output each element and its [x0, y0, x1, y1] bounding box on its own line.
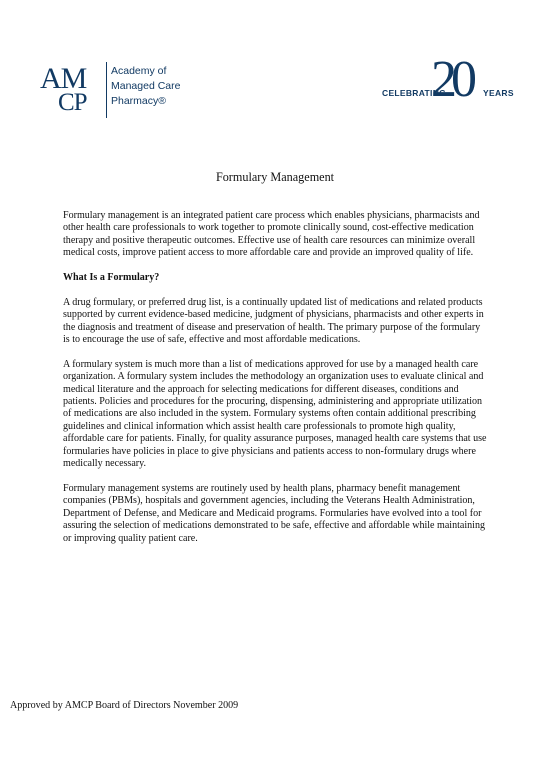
organization-name — [111, 64, 180, 109]
anniversary-suffix: YEARS — [483, 88, 514, 98]
org-name-line-2: Managed Care — [111, 80, 181, 92]
anniversary-prefix: CELEBRATING — [382, 88, 447, 98]
org-name-line-1: Academy of — [111, 65, 167, 77]
document-title: Formulary Management — [215, 170, 335, 184]
org-name-line-3: Pharmacy® — [111, 95, 167, 107]
anniversary-badge — [382, 51, 522, 110]
amcp-logo-mark — [40, 60, 104, 120]
logo-divider — [106, 62, 107, 118]
body-paragraph-2: A formulary system is much more than a list of medications approved for use by a managed health care organization. A formulary system includes the methodology an organization uses to evaluate clinical and medical literature and the approach for selecting medications for different diseases, conditions and patients. Policies and procedures for the procuring, dispensing, administering and appropriate utilization of medications are also included in the system. Formulary systems often contain additional prescribing guidelines and clinical information which assist health care professionals to promote high quality, affordable care for patients. Finally, for quality assurance purposes, managed health care systems that use formularies have policies in place to give physicians and patients access to non-formulary drugs where medically necessary. — [63, 358, 487, 470]
body-paragraph-1: A drug formulary, or preferred drug list, is a continually updated list of medications and related products supported by current evidence-based medicine, judgment of physicians, pharmacists and other experts in the diagnosis and treatment of disease and preservation of health. The primary purpose of the formulary is to encourage the use of safe, effective and most affordable medications. — [63, 296, 484, 346]
amcp-logo — [40, 60, 190, 120]
logo-mark-am: AM — [40, 62, 87, 95]
approval-footer: Approved by AMCP Board of Directors November 2009 — [10, 700, 239, 711]
intro-paragraph: Formulary management is an integrated patient care process which enables physicians, pharmacists and other health care professionals to work together to promote clinically sound, cost-effective medication therapy and positive therapeutic outcomes. Effective use of health care resources can minimize overall medical costs, improve patient access to more affordable care and provide an improved quality of life. — [63, 210, 480, 259]
anniversary-number: 20 — [431, 51, 471, 108]
logo-mark-cp: CP — [58, 89, 87, 116]
body-paragraph-3: Formulary management systems are routinely used by health plans, pharmacy benefit management companies (PBMs), hospitals and government agencies, including the Veterans Health Administration, Department of Defense, and Medicare and Medicaid programs. Formularies have evolved into a tool for assuring the selection of medications demonstrated to be safe, effective and affordable while maintaining or improving quality patient care. — [63, 482, 486, 544]
section-heading: What Is a Formulary? — [63, 272, 160, 284]
document-body — [63, 210, 488, 557]
